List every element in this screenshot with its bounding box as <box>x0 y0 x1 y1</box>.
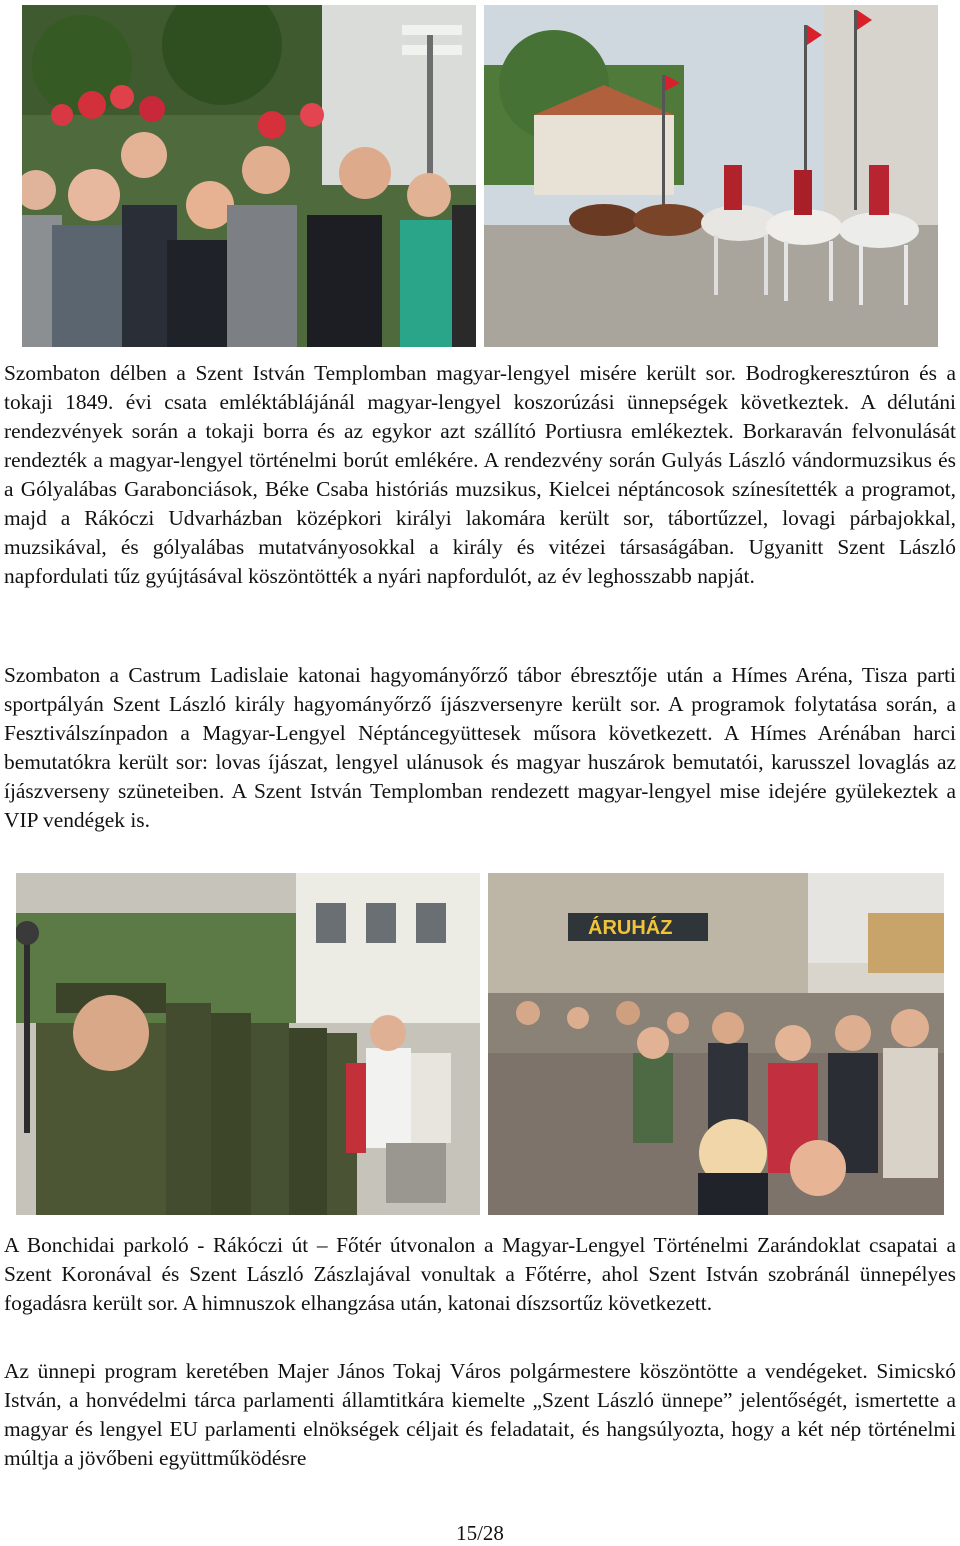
paragraph-pilgrimage-procession: A Bonchidai parkoló - Rákóczi út – Főtér útvonalon a Magyar-Lengyel Történelmi Zarándoklat csapatai a Szent Koronával és Szent László Zászlajával vonultak a Főtérre, ahol Szent István szobránál ünnepélyes fogadásra került sor. A himnuszok elhangzása után, katonai díszsortűz következett. <box>4 1233 956 1315</box>
photo-cavalry <box>484 5 938 347</box>
photo-dignitaries <box>22 5 476 347</box>
soldiers-honor-guard-image <box>16 873 480 1215</box>
dignitaries-crowd-image <box>22 5 476 347</box>
page-number: 15/28 <box>456 1521 504 1545</box>
paragraph-saturday-events: Szombaton délben a Szent István Templomban magyar-lengyel misére került sor. Bodrogkeresztúron és a tokaji 1849. évi csata emléktáblájánál magyar-lengyel koszorúzási ünnepségek következtek. A délutáni rendezvények során a tokaji borra és az egykor azt szállító Portiusra emlékeztek. Borkaraván felvonulását rendezték a magyar-lengyel történelmi borút emlékére. A rendezvény során Gulyás László vándormuzsikus és a Gólyalábas Garabonciások, Béke Csaba históriás muzsikus, Kielcei néptáncosok színesítették a programot, majd a Rákóczi Udvarházban középkori királyi lakomára került sor, tábortűzzel, lovagi párbajokkal, muzsikával, és gólyalábas mutatványosokkal a király és vitézei társaságában. Ugyanitt Szent László napfordulati tűz gyújtásával köszöntötték a nyári napfordulót, az év leghosszabb napját. <box>4 361 956 588</box>
paragraph-mayor-greeting: Az ünnepi program keretében Majer János Tokaj Város polgármestere köszöntötte a vendégeket. Simicskó István, a honvédelmi tárca parlamenti államtitkára kiemelte „Szent László ünnepe” jelentőségét, ismertette a magyar és lengyel EU parlamenti elnökségek céljait és feladatait, és hangsúlyozta, hogy a két nép történelmi múltja a jövőbeni együttműködésre <box>4 1359 956 1470</box>
cavalry-parade-image <box>484 5 938 347</box>
shop-sign-text: ÁRUHÁZ <box>588 917 673 939</box>
photo-crowd <box>488 873 944 1215</box>
town-square-crowd-image <box>488 873 944 1215</box>
photo-soldiers <box>16 873 480 1215</box>
paragraph-castrum-ladislaie: Szombaton a Castrum Ladislaie katonai hagyományőrző tábor ébresztője után a Hímes Aréna, Tisza parti sportpályán Szent László király hagyományőrző íjászversenyre került sor. A programok folytatása során, a Fesztiválszínpadon a Magyar-Lengyel Néptáncegyüttesek műsora következett. A Hímes Arénában harci bemutatókra került sor: lovas íjászat, lengyel ulánusok és magyar huszárok bemutatói, karusszel lovaglás az íjászverseny szüneteiben. A Szent István Templomban rendezett magyar-lengyel mise idejére gyülekeztek a VIP vendégek is. <box>4 663 956 832</box>
